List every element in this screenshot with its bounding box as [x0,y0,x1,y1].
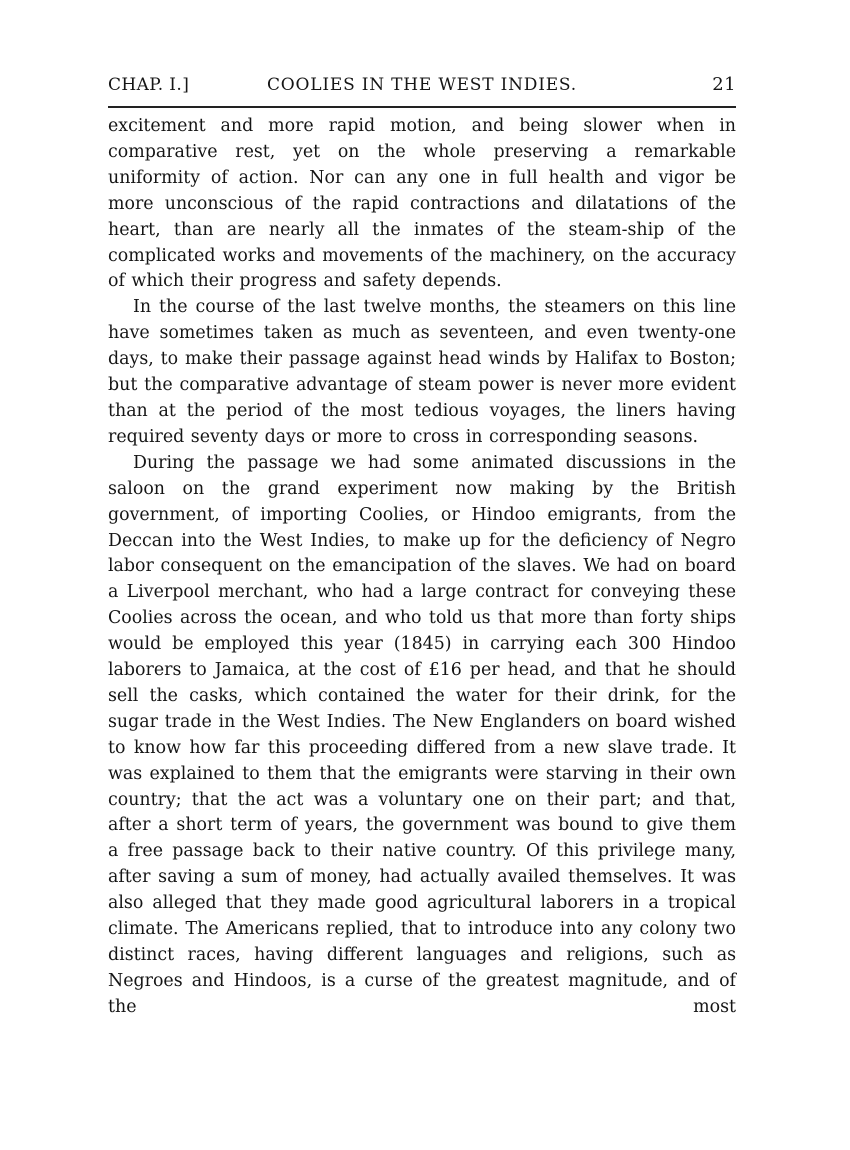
header-rule [108,106,736,108]
running-head [108,70,736,100]
body-text [108,114,736,1021]
paragraph-continuation: excitement and more rapid motion, and being slower when in comparative rest, yet on the whole preserving a remarkable uniformity of action. Nor can any one in full health and vigor be more unconscious of the rapid contractions and dilatations of the heart, than are nearly all the inmates of the steam-ship of the complicated works and movements of the machinery, on the accuracy of which their progress and safety depends. [108,116,736,292]
paragraph-coolie-discussion: During the passage we had some animated discussions in the saloon on the grand experiment now making by the British government, of importing Coolies, or Hindoo emigrants, from the Deccan into the West Indies, to make up for the deficiency of Negro labor consequent on the emancipation of the slaves. We had on board a Liverpool merchant, who had a large contract for conveying these Coolies across the ocean, and who told us that more than forty ships would be employed this year (1845) in carrying each 300 Hindoo laborers to Jamaica, at the cost of £16 per head, and that he should sell the casks, which contained the water for their drink, for the sugar trade in the West Indies. The New Englanders on board wished to know how far this proceeding differed from a new slave trade. It was explained to them that the emigrants were starving in their own country; that the act was a voluntary one on their part; and that, after a short term of years, the government was bound to give them a free passage back to their native country. Of this privilege many, after saving a sum of money, had actually availed themselves. It was also alleged that they made good agricultural laborers in a tropical climate. The Americans replied, that to introduce into any colony two distinct races, having different languages and religions, such as Negroes and Hindoos, is a curse of the greatest magnitude, and of the most [108,452,736,1017]
paragraph-steamer-voyages: In the course of the last twelve months, the steamers on this line have sometimes taken as much as seventeen, and even twenty-one days, to make their passage against head winds by Halifax to Boston; but the comparative advantage of steam power is never more evident than at the period of the most tedious voyages, the liners having required seventy days or more to cross in corresponding seasons. [108,297,736,447]
book-page [108,70,736,1110]
chapter-reference: CHAP. I.] [108,75,190,95]
running-title: COOLIES IN THE WEST INDIES. [267,75,577,95]
page-number: 21 [712,74,736,95]
